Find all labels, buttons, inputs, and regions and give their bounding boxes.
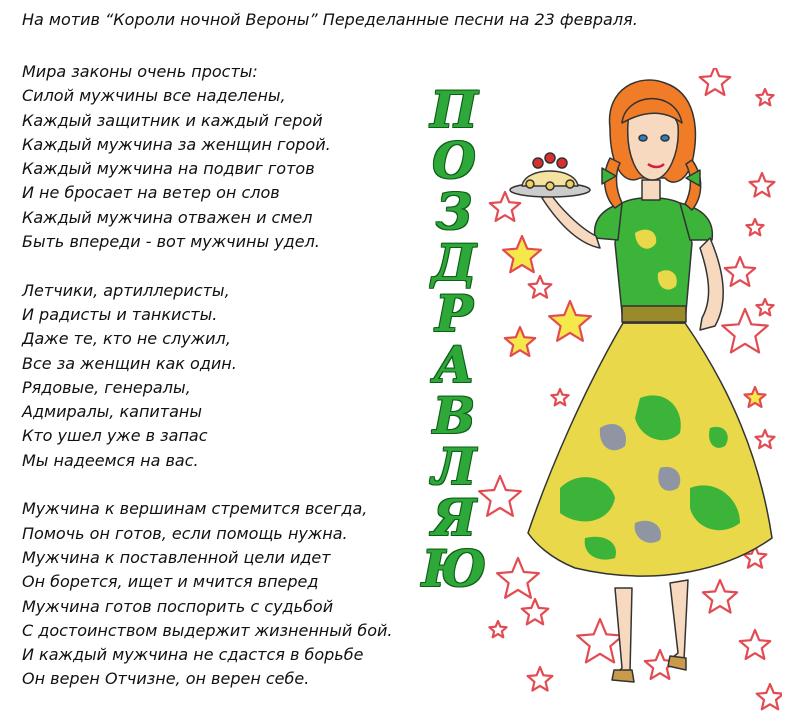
- star-icon: [522, 599, 549, 624]
- poem-line: Все за женщин как один.: [22, 353, 237, 373]
- poem-line: Он борется, ищет и мчится вперед: [22, 572, 319, 592]
- star-icon: [489, 621, 506, 637]
- star-icon: [505, 327, 535, 356]
- greeting-letter: Д: [431, 233, 477, 292]
- poem-line: И радисты и танкисты.: [22, 304, 218, 324]
- greeting-letter: Л: [431, 437, 477, 496]
- stanza: [22, 60, 393, 254]
- star-icon: [756, 89, 773, 105]
- star-icon: [746, 219, 763, 235]
- greeting-letter: Я: [431, 488, 477, 547]
- poem-line: Каждый мужчина за женщин горой.: [22, 134, 331, 154]
- poem-line: Каждый защитник и каждый герой: [22, 110, 323, 130]
- poem-line: Мы надеемся на вас.: [22, 450, 199, 470]
- star-icon: [745, 387, 766, 407]
- poem-line: Быть впереди - вот мужчины удел.: [22, 232, 320, 252]
- star-icon: [740, 630, 770, 659]
- star-icon: [528, 667, 553, 691]
- poem-line: Мужчина к поставленной цели идет: [22, 547, 331, 567]
- star-icon: [703, 580, 737, 613]
- star-icon: [725, 257, 755, 286]
- poem-line: И каждый мужчина не сдастся в борьбе: [22, 645, 364, 665]
- poem-line: Мужчина к вершинам стремится всегда,: [22, 499, 368, 519]
- star-icon: [757, 684, 782, 709]
- star-icon: [497, 558, 539, 598]
- poem-line: Даже те, кто не служил,: [22, 329, 231, 349]
- star-icon: [529, 276, 552, 298]
- page-header: На мотив “Короли ночной Вероны” Переделанные песни на 23 февраля.: [22, 10, 638, 29]
- poem-line: С достоинством выдержит жизненный бой.: [22, 620, 393, 640]
- stanza: [22, 497, 393, 691]
- star-icon: [700, 68, 730, 95]
- greeting-vertical-text: [418, 80, 490, 598]
- poem-line: Помочь он готов, если помощь нужна.: [22, 523, 348, 543]
- poem-line: Он верен Отчизне, он верен себе.: [22, 669, 310, 689]
- greeting-letter: О: [432, 131, 476, 190]
- greeting-letter: П: [430, 80, 478, 139]
- poem-line: И не бросает на ветер он слов: [22, 183, 280, 203]
- poem-line: Мира законы очень просты:: [22, 62, 258, 81]
- poem-line: Летчики, артиллеристы,: [22, 280, 230, 300]
- poem-line: Каждый мужчина на подвиг готов: [22, 159, 315, 179]
- poem-line: Каждый мужчина отважен и смел: [22, 207, 313, 227]
- stanza: [22, 279, 393, 473]
- poem-line: Кто ушел уже в запас: [22, 426, 208, 446]
- poem-line: Мужчина готов поспорить с судьбой: [22, 596, 334, 616]
- poem-line: Силой мужчины все наделены,: [22, 86, 286, 106]
- poem-line: Рядовые, генералы,: [22, 377, 191, 397]
- star-icon: [750, 173, 775, 197]
- star-icon: [756, 299, 773, 315]
- poem-text: [22, 60, 393, 692]
- star-icon: [549, 301, 591, 341]
- star-icon: [577, 619, 623, 662]
- greeting-letter: Ю: [421, 539, 487, 598]
- star-icon: [756, 430, 775, 448]
- star-icon: [551, 389, 568, 405]
- greeting-letter: В: [432, 386, 476, 445]
- greeting-letter: А: [433, 335, 475, 394]
- star-icon: [503, 236, 541, 272]
- star-icon: [490, 192, 520, 221]
- greeting-letter: З: [435, 182, 473, 241]
- poem-line: Адмиралы, капитаны: [22, 402, 203, 422]
- greeting-letter: Р: [435, 284, 473, 343]
